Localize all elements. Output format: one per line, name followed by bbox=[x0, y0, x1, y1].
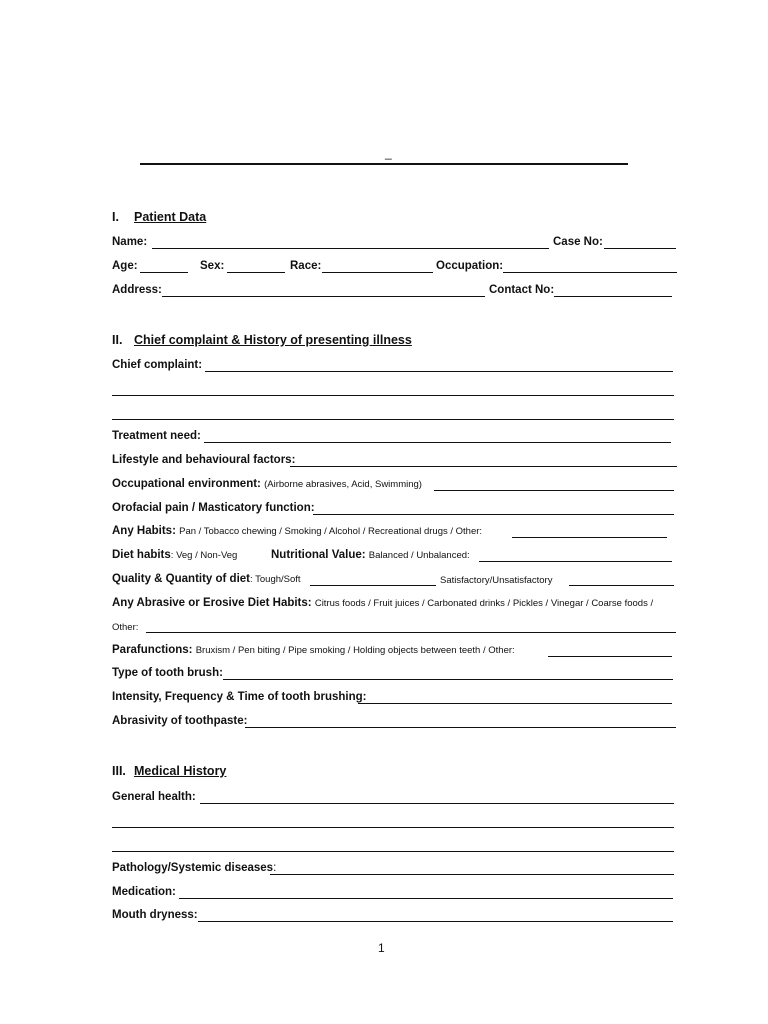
tooth-brush-label: Type of tooth brush: bbox=[112, 667, 223, 679]
mouth-dryness-field[interactable] bbox=[198, 921, 673, 922]
section-number: I. bbox=[112, 210, 119, 224]
chief-complaint-line-3[interactable] bbox=[112, 419, 674, 420]
toothpaste-field[interactable] bbox=[245, 727, 676, 728]
occupation-field[interactable] bbox=[503, 272, 677, 273]
sex-label: Sex: bbox=[200, 260, 225, 272]
diet-habits-label bbox=[112, 549, 237, 561]
section-number: II. bbox=[112, 333, 123, 347]
toothpaste-label: Abrasivity of toothpaste: bbox=[112, 715, 248, 727]
section-medical bbox=[112, 764, 226, 778]
section-patient-data bbox=[112, 210, 206, 224]
age-field[interactable] bbox=[140, 272, 188, 273]
section-title: Patient Data bbox=[134, 210, 207, 224]
name-field[interactable] bbox=[152, 248, 549, 249]
general-health-label: General health: bbox=[112, 791, 196, 803]
occupation-label: Occupation: bbox=[436, 260, 504, 272]
chief-complaint-line-2[interactable] bbox=[112, 395, 674, 396]
pathology-text: Pathology/Systemic diseases bbox=[112, 862, 274, 874]
habits-options: Pan / Tobacco chewing / Smoking / Alcohol / Recreational drugs / Other: bbox=[179, 526, 483, 537]
habits-text: Any Habits: bbox=[112, 525, 176, 537]
general-health-line-2[interactable] bbox=[112, 827, 674, 828]
title-rule bbox=[140, 163, 628, 165]
case-no-field[interactable] bbox=[604, 248, 676, 249]
title-placeholder: _ bbox=[385, 146, 392, 160]
abrasive-diet-label bbox=[112, 597, 653, 609]
chief-complaint-label: Chief complaint: bbox=[112, 359, 203, 371]
chief-complaint-field[interactable] bbox=[205, 371, 673, 372]
parafunctions-options: Bruxism / Pen biting / Pipe smoking / Holding objects between teeth / Other: bbox=[195, 645, 515, 656]
section-number: III. bbox=[112, 764, 126, 778]
quality-diet-field-1[interactable] bbox=[310, 585, 436, 586]
abrasive-diet-options: Citrus foods / Fruit juices / Carbonated drinks / Pickles / Vinegar / Coarse foods / bbox=[314, 598, 654, 609]
pathology-label bbox=[112, 862, 276, 874]
medication-field[interactable] bbox=[179, 898, 673, 899]
tooth-brush-field[interactable] bbox=[223, 679, 673, 680]
age-label: Age: bbox=[112, 260, 138, 272]
quality-diet-text: Quality & Quantity of diet bbox=[112, 573, 251, 585]
occupational-env-field[interactable] bbox=[434, 490, 674, 491]
contact-no-field[interactable] bbox=[554, 296, 672, 297]
nutritional-options: Balanced / Unbalanced: bbox=[368, 550, 470, 561]
orofacial-label: Orofacial pain / Masticatory function: bbox=[112, 502, 315, 514]
lifestyle-field[interactable] bbox=[290, 466, 677, 467]
quality-diet-label bbox=[112, 573, 301, 585]
lifestyle-label: Lifestyle and behavioural factors: bbox=[112, 454, 296, 466]
treatment-need-label: Treatment need: bbox=[112, 430, 201, 442]
quality-diet-option-1: : Tough/Soft bbox=[250, 574, 301, 585]
address-field[interactable] bbox=[162, 296, 485, 297]
other-label: Other: bbox=[112, 622, 139, 633]
pathology-field[interactable] bbox=[270, 874, 674, 875]
page-number: 1 bbox=[378, 941, 385, 955]
address-label: Address: bbox=[112, 284, 162, 296]
general-health-line-3[interactable] bbox=[112, 851, 674, 852]
case-no-label: Case No: bbox=[553, 236, 603, 248]
contact-no-label: Contact No: bbox=[489, 284, 555, 296]
name-label: Name: bbox=[112, 236, 148, 248]
nutritional-text: Nutritional Value: bbox=[271, 549, 366, 561]
pathology-colon: : bbox=[273, 862, 277, 874]
abrasive-diet-text: Any Abrasive or Erosive Diet Habits: bbox=[112, 597, 312, 609]
mouth-dryness-label: Mouth dryness: bbox=[112, 909, 198, 921]
section-complaint bbox=[112, 333, 412, 347]
brushing-label: Intensity, Frequency & Time of tooth brushing: bbox=[112, 691, 367, 703]
diet-habits-options: : Veg / Non-Veg bbox=[170, 550, 238, 561]
general-health-field[interactable] bbox=[200, 803, 674, 804]
quality-diet-field-2[interactable] bbox=[569, 585, 674, 586]
orofacial-field[interactable] bbox=[313, 514, 674, 515]
medication-label: Medication: bbox=[112, 886, 176, 898]
occupational-env-options: (Airborne abrasives, Acid, Swimming) bbox=[264, 479, 422, 490]
habits-other-field[interactable] bbox=[512, 537, 667, 538]
parafunctions-label bbox=[112, 644, 515, 656]
occupational-env-label bbox=[112, 478, 422, 490]
treatment-need-field[interactable] bbox=[204, 442, 671, 443]
sex-field[interactable] bbox=[227, 272, 285, 273]
race-field[interactable] bbox=[322, 272, 433, 273]
habits-label bbox=[112, 525, 482, 537]
diet-habits-text: Diet habits bbox=[112, 549, 171, 561]
section-title: Chief complaint & History of presenting illness bbox=[134, 333, 412, 347]
section-title: Medical History bbox=[134, 764, 227, 778]
brushing-field[interactable] bbox=[358, 703, 672, 704]
occupational-env-text: Occupational environment: bbox=[112, 478, 261, 490]
nutritional-label bbox=[271, 549, 470, 561]
quality-diet-option-2: Satisfactory/Unsatisfactory bbox=[440, 575, 553, 586]
parafunctions-text: Parafunctions: bbox=[112, 644, 193, 656]
race-label: Race: bbox=[290, 260, 322, 272]
parafunctions-other-field[interactable] bbox=[548, 656, 672, 657]
other-field[interactable] bbox=[146, 632, 676, 633]
nutritional-field[interactable] bbox=[479, 561, 672, 562]
